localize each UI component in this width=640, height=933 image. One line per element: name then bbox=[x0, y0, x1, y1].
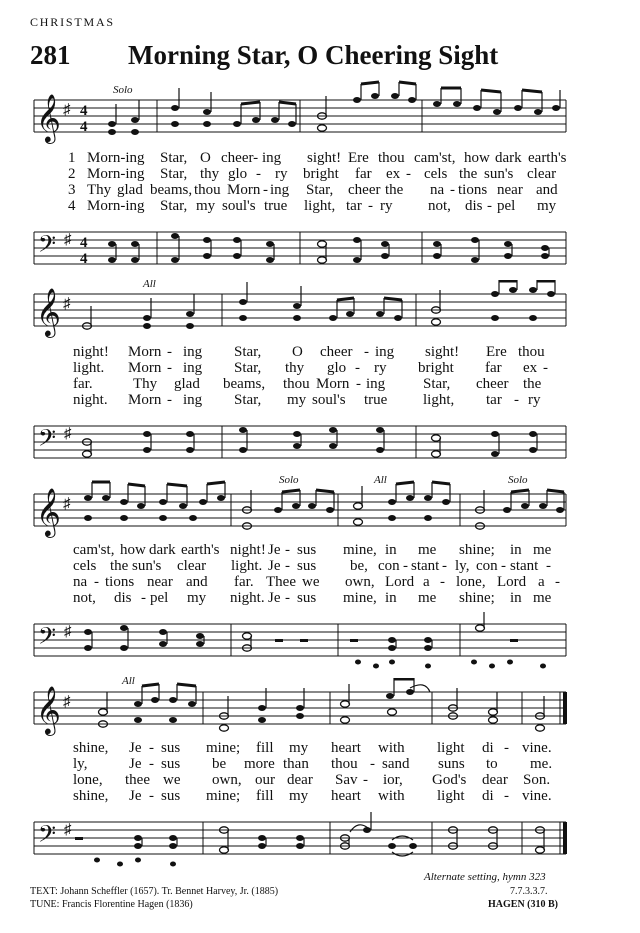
lyric-syllable: and bbox=[186, 574, 208, 590]
lyric-syllable: di bbox=[482, 788, 494, 804]
lyric-syllable: ry bbox=[528, 392, 541, 408]
lyric-syllable: the bbox=[459, 166, 478, 182]
lyric-syllable: far bbox=[485, 360, 502, 376]
lyric-syllable: thy bbox=[200, 166, 220, 182]
lyric-syllable: in bbox=[385, 590, 397, 606]
text-credit-value: Johann Scheffler (1657). Tr. Bennet Harvey, Jr. (1885) bbox=[60, 886, 279, 897]
tune-credit-value: Francis Florentine Hagen (1836) bbox=[61, 899, 193, 910]
treble-staff-1 bbox=[0, 80, 640, 150]
lyric-syllable: far. bbox=[234, 574, 254, 590]
lyric-syllable: me bbox=[533, 590, 552, 606]
lyric-syllable: with bbox=[378, 740, 405, 756]
lyric-syllable: dear bbox=[287, 772, 313, 788]
lyric-syllable: Morn bbox=[316, 376, 350, 392]
lyric-syllable: night. bbox=[73, 392, 108, 408]
lyric-syllable: true bbox=[364, 392, 388, 408]
lyric-syllable: we bbox=[163, 772, 181, 788]
bass-staff-4 bbox=[0, 808, 640, 870]
lyric-syllable: tions bbox=[105, 574, 135, 590]
bass-staff-3 bbox=[0, 610, 640, 676]
lyric-syllable: stant bbox=[510, 558, 539, 574]
lyric-syllable: sun's bbox=[484, 166, 514, 182]
lyric-syllable: light. bbox=[231, 558, 263, 574]
lyric-syllable: - bbox=[368, 198, 373, 214]
meter: 7.7.3.3.7. bbox=[510, 886, 548, 897]
lyric-syllable: - bbox=[285, 542, 290, 558]
lyric-syllable: own, bbox=[345, 574, 375, 590]
lyric-syllable: me. bbox=[530, 756, 553, 772]
lyric-syllable: more bbox=[244, 756, 275, 772]
tune-label: TUNE: bbox=[30, 899, 60, 910]
lyric-syllable: Lord bbox=[385, 574, 415, 590]
lyric-syllable: light. bbox=[73, 360, 105, 376]
lyric-syllable: O bbox=[292, 344, 303, 360]
lyric-syllable: a bbox=[423, 574, 430, 590]
lyric-syllable: vine. bbox=[522, 740, 552, 756]
section-heading: CHRISTMAS bbox=[30, 15, 115, 29]
lyric-syllable: thee bbox=[125, 772, 150, 788]
lyric-syllable: ex bbox=[523, 360, 538, 376]
lyric-syllable: Sav bbox=[335, 772, 358, 788]
lyric-syllable: the bbox=[385, 182, 404, 198]
lyric-syllable: con bbox=[476, 558, 498, 574]
lyric-syllable: pel bbox=[497, 198, 516, 214]
lyric-syllable: my bbox=[289, 788, 309, 804]
lyric-syllable: our bbox=[255, 772, 275, 788]
lyric-syllable: light, bbox=[423, 392, 455, 408]
lyric-syllable: true bbox=[264, 198, 288, 214]
lyric-syllable: than bbox=[283, 756, 309, 772]
lyric-syllable: ly, bbox=[455, 558, 470, 574]
lyric-syllable: sus bbox=[297, 590, 317, 606]
lyric-syllable: sus bbox=[161, 788, 181, 804]
alternate-setting-note: Alternate setting, hymn 323 bbox=[424, 871, 546, 883]
lyric-syllable: cheer bbox=[320, 344, 353, 360]
svg-text:♯: ♯ bbox=[63, 102, 71, 118]
svg-text:♯: ♯ bbox=[64, 232, 72, 248]
lyric-syllable: sun's bbox=[132, 558, 162, 574]
lyric-syllable: my bbox=[187, 590, 207, 606]
svg-text:♯: ♯ bbox=[64, 624, 72, 640]
svg-text:𝄢: 𝄢 bbox=[38, 426, 57, 457]
lyric-syllable: - bbox=[363, 772, 368, 788]
svg-text:4: 4 bbox=[80, 235, 88, 251]
lyric-syllable: we bbox=[302, 574, 320, 590]
lyric-syllable: mine, bbox=[343, 590, 377, 606]
lyric-syllable: Morn-ing bbox=[87, 166, 145, 182]
lyric-syllable: Star, bbox=[160, 166, 188, 182]
lyric-syllable: Star, bbox=[423, 376, 451, 392]
lyric-syllable: Je bbox=[268, 542, 281, 558]
lyric-syllable: - bbox=[555, 574, 560, 590]
lyric-syllable: bright bbox=[418, 360, 454, 376]
lyric-syllable: stant bbox=[411, 558, 440, 574]
lyric-syllable: - bbox=[263, 182, 268, 198]
lyric-syllable: Star, bbox=[234, 392, 262, 408]
lyric-syllable: lone, bbox=[73, 772, 103, 788]
bass-staff-1 bbox=[0, 218, 640, 278]
lyric-syllable: - bbox=[355, 360, 360, 376]
lyric-syllable: mine; bbox=[206, 740, 241, 756]
text-credit bbox=[30, 886, 278, 897]
lyric-syllable: me bbox=[533, 542, 552, 558]
lyric-syllable: cheer- bbox=[221, 150, 259, 166]
lyric-syllable: glo bbox=[228, 166, 248, 182]
direction-all-1: All bbox=[143, 278, 156, 290]
verse-number: 4 bbox=[68, 198, 76, 214]
lyric-syllable: in bbox=[510, 590, 522, 606]
lyric-syllable: Son. bbox=[523, 772, 551, 788]
lyric-syllable: Je bbox=[268, 558, 281, 574]
lyric-syllable: fill bbox=[256, 740, 274, 756]
lyric-syllable: clear bbox=[177, 558, 207, 574]
lyric-syllable: thou bbox=[378, 150, 405, 166]
svg-text:𝄢: 𝄢 bbox=[38, 232, 57, 263]
lyric-syllable: light bbox=[437, 740, 465, 756]
lyric-syllable: Thy bbox=[133, 376, 158, 392]
lyric-syllable: me bbox=[418, 542, 437, 558]
lyric-syllable: cels bbox=[424, 166, 448, 182]
lyric-syllable: mine; bbox=[206, 788, 241, 804]
lyric-syllable: ex bbox=[386, 166, 401, 182]
lyric-syllable: Je bbox=[129, 740, 142, 756]
lyric-line-s4-v4 bbox=[0, 788, 640, 806]
lyric-syllable: na bbox=[73, 574, 88, 590]
lyric-syllable: - bbox=[440, 574, 445, 590]
lyric-syllable: - bbox=[487, 198, 492, 214]
lyric-syllable: with bbox=[378, 788, 405, 804]
lyric-syllable: cheer bbox=[348, 182, 381, 198]
lyric-syllable: tions bbox=[458, 182, 488, 198]
lyric-syllable: far. bbox=[73, 376, 93, 392]
lyric-line-s1-v4 bbox=[0, 198, 640, 216]
lyric-syllable: sus bbox=[297, 542, 317, 558]
hymn-title: Morning Star, O Cheering Sight bbox=[128, 40, 499, 70]
lyric-syllable: Star, bbox=[306, 182, 334, 198]
svg-text:♯: ♯ bbox=[64, 822, 72, 838]
lyric-syllable: in bbox=[385, 542, 397, 558]
lyric-syllable: near bbox=[147, 574, 173, 590]
lyric-syllable: clear bbox=[527, 166, 557, 182]
lyric-syllable: beams, bbox=[150, 182, 193, 198]
svg-text:♯: ♯ bbox=[63, 296, 71, 312]
lyric-syllable: cels bbox=[73, 558, 97, 574]
lyric-syllable: Thee bbox=[266, 574, 296, 590]
lyric-syllable: the bbox=[110, 558, 129, 574]
lyric-syllable: Lord bbox=[497, 574, 527, 590]
lyric-syllable: ry bbox=[374, 360, 387, 376]
lyric-syllable: Je bbox=[129, 788, 142, 804]
lyric-syllable: - bbox=[370, 756, 375, 772]
lyric-syllable: the bbox=[523, 376, 542, 392]
lyric-syllable: heart bbox=[331, 740, 361, 756]
lyric-syllable: - bbox=[403, 558, 408, 574]
svg-text:𝄞: 𝄞 bbox=[36, 96, 61, 142]
lyric-syllable: - bbox=[149, 740, 154, 756]
lyric-syllable: light, bbox=[304, 198, 336, 214]
lyric-syllable: not, bbox=[428, 198, 451, 214]
lyric-syllable: ing bbox=[183, 360, 203, 376]
treble-staff-3 bbox=[0, 476, 640, 542]
direction-all-2: All bbox=[374, 474, 387, 486]
lyric-syllable: my bbox=[196, 198, 216, 214]
lyric-syllable: dis bbox=[465, 198, 483, 214]
lyric-syllable: beams, bbox=[223, 376, 266, 392]
lyric-syllable: - bbox=[501, 558, 506, 574]
lyric-syllable: thou bbox=[283, 376, 310, 392]
direction-solo-3: Solo bbox=[508, 474, 528, 486]
lyric-syllable: own, bbox=[212, 772, 242, 788]
lyric-syllable: na bbox=[430, 182, 445, 198]
lyric-syllable: - bbox=[285, 590, 290, 606]
svg-text:𝄢: 𝄢 bbox=[38, 822, 57, 853]
lyric-syllable: night! bbox=[73, 344, 109, 360]
svg-text:𝄞: 𝄞 bbox=[36, 490, 61, 536]
lyric-syllable: dis bbox=[114, 590, 132, 606]
lyric-syllable: - bbox=[543, 360, 548, 376]
lyric-syllable: glo bbox=[327, 360, 347, 376]
lyric-syllable: dark bbox=[149, 542, 176, 558]
lyric-syllable: soul's bbox=[312, 392, 346, 408]
lyric-syllable: earth's bbox=[528, 150, 567, 166]
lyric-syllable: sus bbox=[161, 740, 181, 756]
verse-number: 1 bbox=[68, 150, 76, 166]
lyric-syllable: - bbox=[285, 558, 290, 574]
lyric-syllable: ing bbox=[366, 376, 386, 392]
direction-all-3: All bbox=[122, 675, 135, 687]
lyric-syllable: ing bbox=[270, 182, 290, 198]
verse-number: 3 bbox=[68, 182, 76, 198]
lyric-syllable: ry bbox=[380, 198, 393, 214]
lyric-syllable: earth's bbox=[181, 542, 220, 558]
lyric-syllable: - bbox=[256, 166, 261, 182]
lyric-syllable: Star, bbox=[160, 150, 188, 166]
lyric-syllable: Je bbox=[129, 756, 142, 772]
lyric-syllable: my bbox=[287, 392, 307, 408]
lyric-syllable: cam'st, bbox=[414, 150, 456, 166]
lyric-syllable: - bbox=[504, 740, 509, 756]
treble-staff-2 bbox=[0, 280, 640, 342]
lyric-syllable: sand bbox=[382, 756, 410, 772]
lyric-syllable: to bbox=[486, 756, 498, 772]
lyric-syllable: - bbox=[149, 788, 154, 804]
lyric-syllable: night! bbox=[230, 542, 266, 558]
lyric-syllable: thou bbox=[331, 756, 358, 772]
lyric-syllable: ing bbox=[375, 344, 395, 360]
svg-text:𝄢: 𝄢 bbox=[38, 624, 57, 655]
lyric-syllable: Morn bbox=[128, 344, 162, 360]
lyric-syllable: Ere bbox=[486, 344, 507, 360]
lyric-syllable: sus bbox=[161, 756, 181, 772]
lyric-syllable: and bbox=[536, 182, 558, 198]
lyric-syllable: ry bbox=[275, 166, 288, 182]
bass-staff-2 bbox=[0, 412, 640, 472]
lyric-line-s3-v4 bbox=[0, 590, 640, 608]
lyric-syllable: cam'st, bbox=[73, 542, 115, 558]
lyric-syllable: bright bbox=[303, 166, 339, 182]
lyric-syllable: shine, bbox=[73, 740, 109, 756]
lyric-syllable: Morn-ing bbox=[87, 150, 145, 166]
lyric-syllable: pel bbox=[150, 590, 169, 606]
lyric-syllable: how bbox=[120, 542, 146, 558]
lyric-syllable: Je bbox=[268, 590, 281, 606]
lyric-syllable: - bbox=[141, 590, 146, 606]
lyric-syllable: a bbox=[538, 574, 545, 590]
lyric-syllable: far bbox=[355, 166, 372, 182]
lyric-syllable: cheer bbox=[476, 376, 509, 392]
lyric-syllable: - bbox=[514, 392, 519, 408]
lyric-syllable: lone, bbox=[456, 574, 486, 590]
treble-staff-4 bbox=[0, 678, 640, 740]
lyric-syllable: Ere bbox=[348, 150, 369, 166]
lyric-syllable: in bbox=[510, 542, 522, 558]
lyric-syllable: thou bbox=[518, 344, 545, 360]
svg-text:4: 4 bbox=[80, 103, 88, 119]
lyric-syllable: thou bbox=[194, 182, 221, 198]
lyric-syllable: O bbox=[200, 150, 211, 166]
lyric-syllable: shine; bbox=[459, 542, 495, 558]
lyric-syllable: con bbox=[378, 558, 400, 574]
lyric-syllable: - bbox=[450, 182, 455, 198]
lyric-syllable: - bbox=[406, 166, 411, 182]
lyric-syllable: Star, bbox=[160, 198, 188, 214]
lyric-syllable: - bbox=[149, 756, 154, 772]
lyric-syllable: dark bbox=[495, 150, 522, 166]
lyric-syllable: my bbox=[537, 198, 557, 214]
lyric-syllable: - bbox=[546, 558, 551, 574]
lyric-syllable: Morn bbox=[227, 182, 261, 198]
tune-name: HAGEN (310 B) bbox=[488, 899, 558, 910]
lyric-syllable: - bbox=[442, 558, 447, 574]
lyric-syllable: heart bbox=[331, 788, 361, 804]
direction-solo-2: Solo bbox=[279, 474, 299, 486]
svg-text:♯: ♯ bbox=[64, 426, 72, 442]
lyric-syllable: Morn-ing bbox=[87, 198, 145, 214]
lyric-syllable: sus bbox=[297, 558, 317, 574]
lyric-syllable: God's bbox=[432, 772, 467, 788]
svg-text:4: 4 bbox=[80, 119, 88, 135]
lyric-syllable: tar bbox=[486, 392, 502, 408]
lyric-syllable: night. bbox=[230, 590, 265, 606]
lyric-syllable: ly, bbox=[73, 756, 88, 772]
lyric-syllable: dear bbox=[482, 772, 508, 788]
tune-credit bbox=[30, 899, 193, 910]
text-label: TEXT: bbox=[30, 886, 58, 897]
lyric-syllable: be bbox=[212, 756, 227, 772]
lyric-syllable: glad bbox=[174, 376, 200, 392]
svg-text:♯: ♯ bbox=[63, 496, 71, 512]
lyric-syllable: thy bbox=[285, 360, 305, 376]
lyric-syllable: tar bbox=[346, 198, 362, 214]
lyric-syllable: light bbox=[437, 788, 465, 804]
lyric-syllable: my bbox=[289, 740, 309, 756]
lyric-syllable: Morn bbox=[128, 392, 162, 408]
lyric-syllable: ing bbox=[262, 150, 282, 166]
lyric-syllable: suns bbox=[438, 756, 465, 772]
lyric-syllable: - bbox=[167, 360, 172, 376]
lyric-syllable: near bbox=[497, 182, 523, 198]
lyric-syllable: - bbox=[364, 344, 369, 360]
hymn-number: 281 bbox=[30, 40, 71, 70]
lyric-syllable: be, bbox=[350, 558, 368, 574]
svg-text:♯: ♯ bbox=[63, 694, 71, 710]
lyric-syllable: sight! bbox=[307, 150, 342, 166]
lyric-syllable: - bbox=[356, 376, 361, 392]
svg-text:𝄞: 𝄞 bbox=[36, 688, 61, 734]
lyric-syllable: ing bbox=[183, 344, 203, 360]
lyric-syllable: vine. bbox=[522, 788, 552, 804]
lyric-line-s2-v4 bbox=[0, 392, 640, 410]
lyric-syllable: Star, bbox=[234, 360, 262, 376]
lyric-syllable: ior, bbox=[383, 772, 403, 788]
verse-number: 2 bbox=[68, 166, 76, 182]
lyric-syllable: di bbox=[482, 740, 494, 756]
lyric-syllable: ing bbox=[183, 392, 203, 408]
lyric-syllable: - bbox=[94, 574, 99, 590]
svg-text:𝄞: 𝄞 bbox=[36, 290, 61, 336]
lyric-syllable: - bbox=[167, 344, 172, 360]
lyric-syllable: shine; bbox=[459, 590, 495, 606]
lyric-syllable: fill bbox=[256, 788, 274, 804]
lyric-syllable: glad bbox=[117, 182, 143, 198]
lyric-syllable: - bbox=[504, 788, 509, 804]
svg-text:4: 4 bbox=[80, 251, 88, 267]
lyric-syllable: - bbox=[167, 392, 172, 408]
lyric-syllable: shine, bbox=[73, 788, 109, 804]
direction-solo-1: Solo bbox=[113, 84, 133, 96]
lyric-syllable: sight! bbox=[425, 344, 460, 360]
lyric-syllable: Thy bbox=[87, 182, 112, 198]
lyric-syllable: me bbox=[418, 590, 437, 606]
lyric-syllable: mine, bbox=[343, 542, 377, 558]
lyric-syllable: soul's bbox=[222, 198, 256, 214]
lyric-syllable: Star, bbox=[234, 344, 262, 360]
lyric-syllable: Morn bbox=[128, 360, 162, 376]
lyric-syllable: not, bbox=[73, 590, 96, 606]
lyric-syllable: how bbox=[464, 150, 490, 166]
